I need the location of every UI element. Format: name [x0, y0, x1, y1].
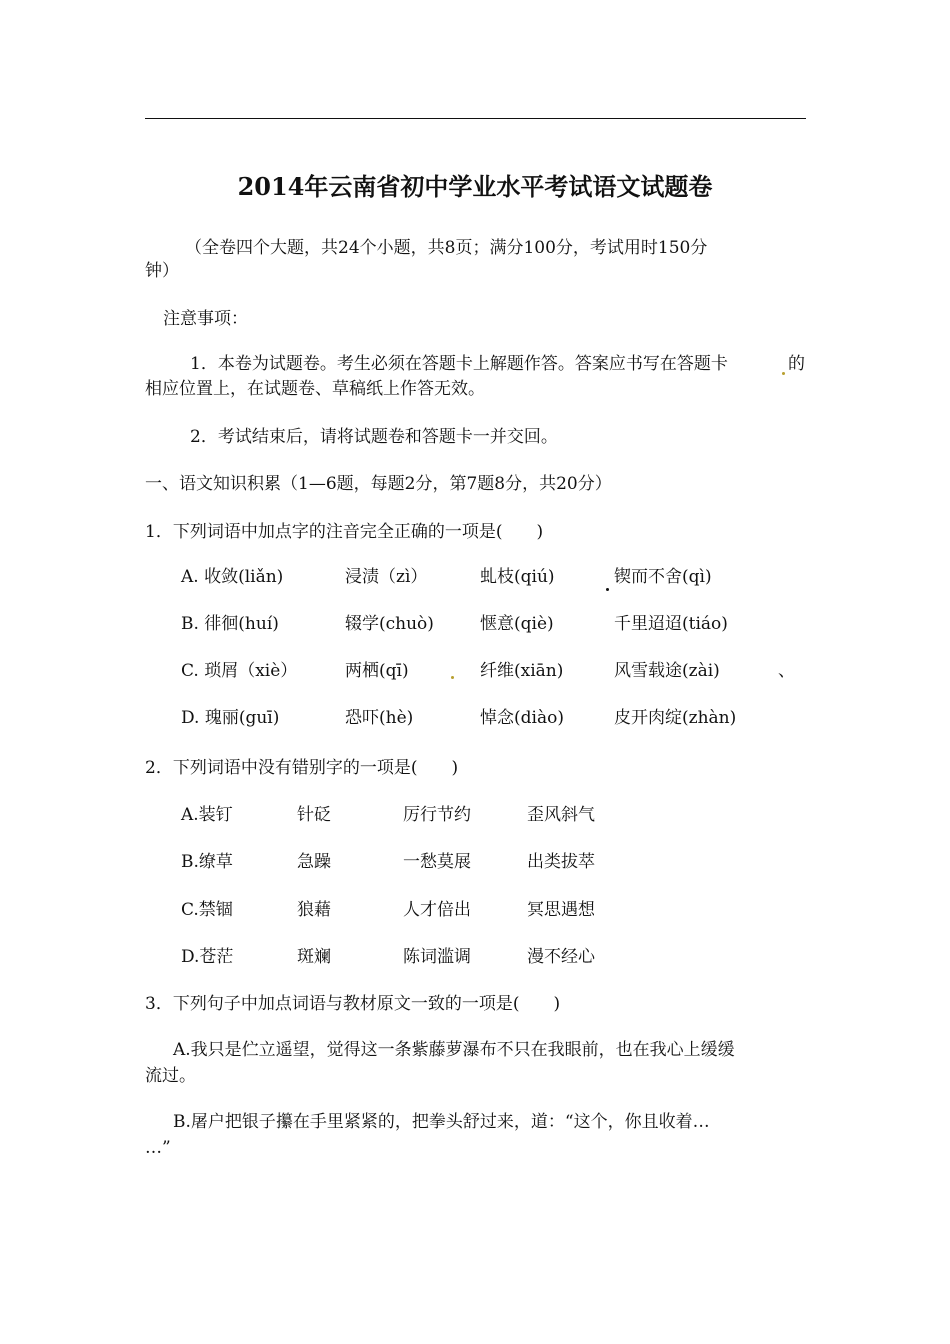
q1-option-c-col4: 风雪载途(zài) — [614, 661, 720, 681]
q2-option-c-col4: 冥思遇想 — [527, 900, 595, 920]
q2-option-b-col3: 一愁莫展 — [403, 852, 471, 872]
intro-text-line1: （全卷四个大题，共24个小题，共8页；满分100分，考试用时150分 — [185, 238, 708, 258]
q2-option-a-col3: 厉行节约 — [403, 805, 471, 825]
notice-item-1-line1: 1．本卷为试题卷。考生必须在答题卡上解题作答。答案应书写在答题卡 — [190, 354, 728, 374]
emphasis-dot — [451, 676, 454, 679]
q2-option-c-col2: 狼藉 — [297, 900, 331, 920]
q3-option-a-line2: 流过。 — [145, 1066, 196, 1086]
q1-option-d-col4: 皮开肉绽(zhàn) — [614, 708, 737, 728]
q2-option-b-col1: B.缭草 — [181, 852, 233, 872]
header-rule — [145, 118, 806, 119]
q1-option-d-col2: 恐吓(hè) — [345, 708, 414, 728]
q1-option-a-col4: 锲而不舍(qì) — [614, 567, 712, 587]
page-title: 2014年云南省初中学业水平考试语文试题卷 — [237, 172, 713, 201]
q1-option-c-col3: 纤维(xiān) — [480, 661, 564, 681]
q2-option-d-col2: 斑斓 — [297, 947, 331, 967]
q3-option-b-line2: …” — [145, 1138, 171, 1158]
q2-option-c-col1: C.禁锢 — [181, 900, 233, 920]
emphasis-dot — [606, 588, 609, 591]
q2-option-a-col4: 歪风斜气 — [527, 805, 595, 825]
question-3-stem: 3．下列句子中加点词语与教材原文一致的一项是( ) — [145, 994, 561, 1014]
q3-option-a-line1: A.我只是伫立遥望，觉得这一条紫藤萝瀑布不只在我眼前，也在我心上缓缓 — [173, 1040, 735, 1060]
notice-item-2: 2．考试结束后，请将试题卷和答题卡一并交回。 — [190, 427, 558, 447]
q2-option-d-col1: D.苍茫 — [181, 947, 234, 967]
q2-option-c-col3: 人才倍出 — [403, 900, 471, 920]
q1-option-a-col2: 浸渍（zì） — [345, 567, 428, 587]
q1-option-b-col3: 惬意(qiè) — [480, 614, 554, 634]
q1-option-c-col1: C. 琐屑（xiè） — [181, 661, 298, 681]
section-heading-1: 一、语文知识积累（1—6题，每题2分，第7题8分，共20分） — [145, 474, 612, 494]
stray-mark: 、 — [778, 661, 795, 681]
q3-option-b-line1: B.屠户把银子攥在手里紧紧的，把拳头舒过来，道：“这个，你且收着… — [173, 1112, 710, 1132]
emphasis-dot — [782, 372, 785, 375]
q2-option-d-col3: 陈词滥调 — [403, 947, 471, 967]
q2-option-b-col2: 急躁 — [297, 852, 331, 872]
question-1-stem: 1．下列词语中加点字的注音完全正确的一项是( ) — [145, 522, 544, 542]
question-2-stem: 2．下列词语中没有错别字的一项是( ) — [145, 758, 459, 778]
notice-item-1-de: 的 — [788, 354, 805, 374]
q1-option-b-col4: 千里迢迢(tiáo) — [614, 614, 728, 634]
notice-heading: 注意事项： — [163, 309, 248, 329]
notice-item-1-line2: 相应位置上，在试题卷、草稿纸上作答无效。 — [145, 379, 485, 399]
q1-option-a-col1: A. 收敛(liǎn) — [181, 567, 284, 587]
q2-option-a-col1: A.装钉 — [181, 805, 233, 825]
q1-option-c-col2: 两栖(qī) — [345, 661, 409, 681]
q1-option-a-col3: 虬枝(qiú) — [480, 567, 555, 587]
q1-option-d-col1: D. 瑰丽(guī) — [181, 708, 280, 728]
q2-option-a-col2: 针砭 — [297, 805, 331, 825]
q1-option-d-col3: 悼念(diào) — [480, 708, 564, 728]
q2-option-b-col4: 出类拔萃 — [527, 852, 595, 872]
q1-option-b-col1: B. 徘徊(huí) — [181, 614, 279, 634]
intro-text-line2: 钟） — [145, 261, 179, 281]
q2-option-d-col4: 漫不经心 — [527, 947, 595, 967]
q1-option-b-col2: 辍学(chuò) — [345, 614, 434, 634]
